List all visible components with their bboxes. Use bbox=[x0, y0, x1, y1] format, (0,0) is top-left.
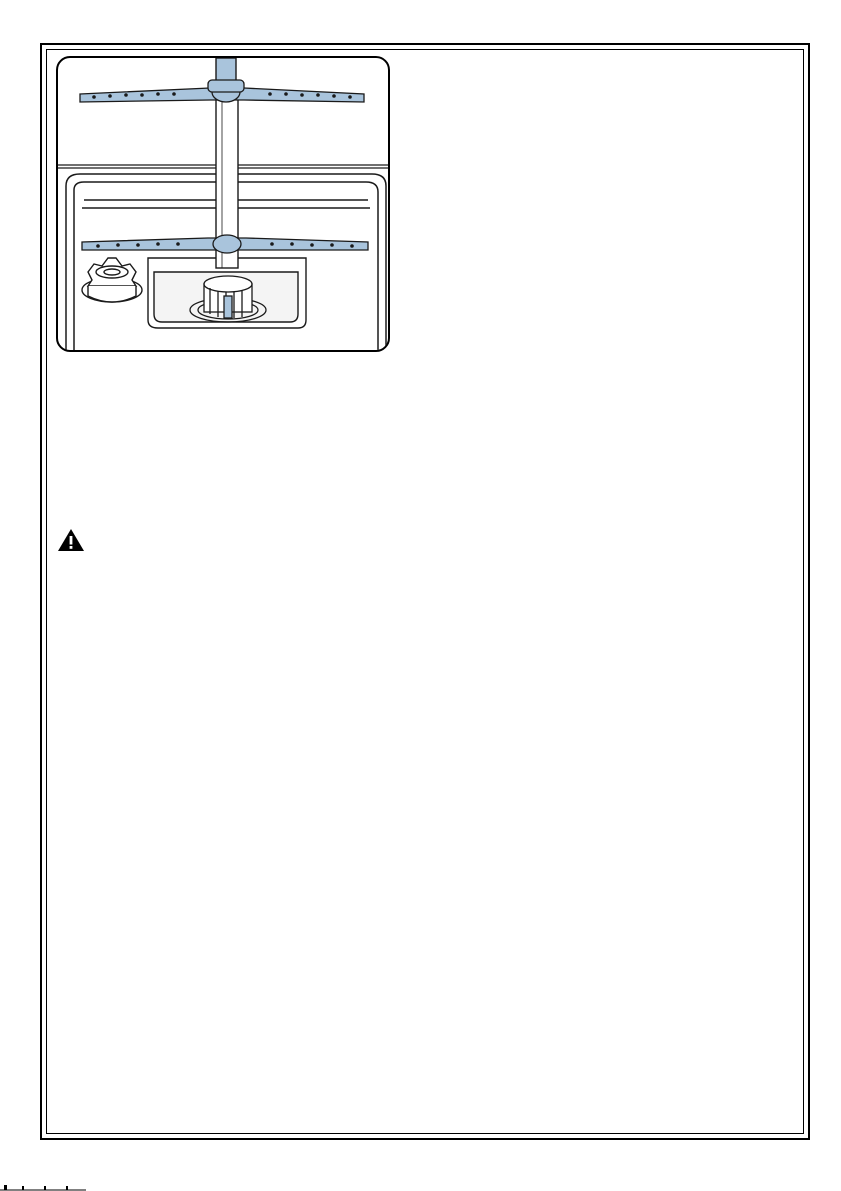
upper-spray-arm bbox=[80, 80, 364, 102]
warning-triangle-icon bbox=[57, 528, 85, 552]
lower-spray-arm bbox=[82, 235, 368, 253]
salt-container-cap bbox=[82, 258, 142, 302]
page-edge-mark bbox=[0, 1182, 90, 1191]
dishwasher-illustration bbox=[56, 56, 390, 352]
